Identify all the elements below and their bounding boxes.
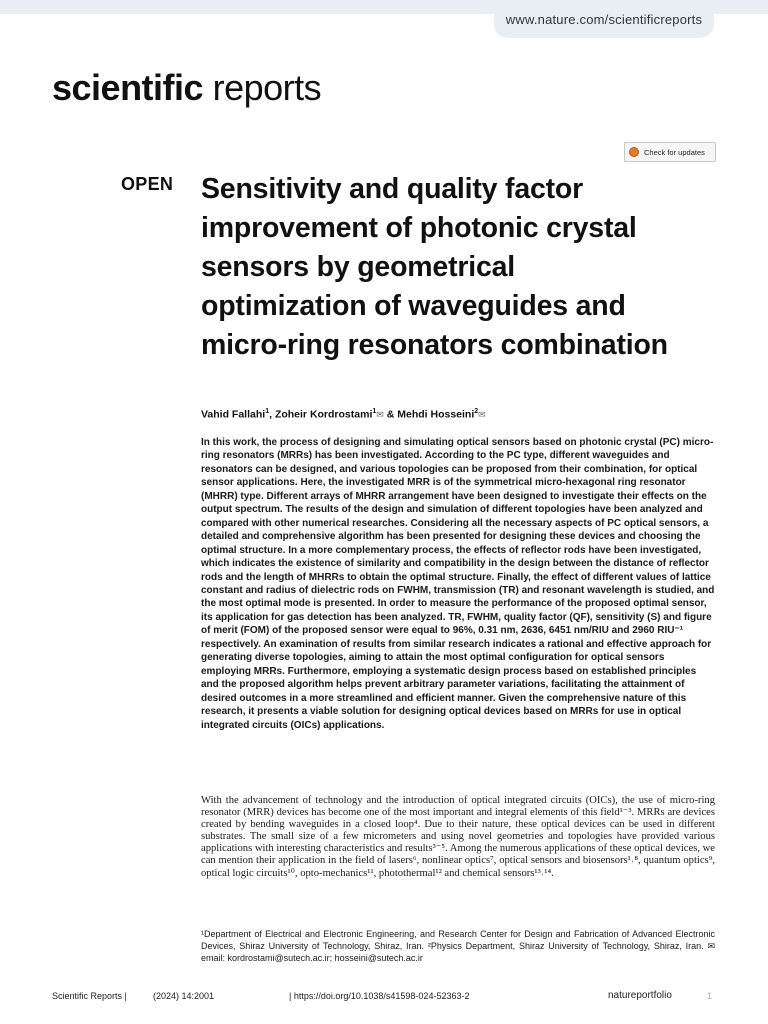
- journal-logo: [52, 66, 321, 110]
- author-3[interactable]: Mehdi Hosseini: [397, 408, 475, 421]
- page-footer: [52, 991, 714, 1005]
- check-for-updates-button[interactable]: [624, 142, 716, 162]
- journal-name-bold: scientific: [52, 67, 204, 108]
- envelope-icon[interactable]: ✉: [376, 409, 384, 420]
- journal-url[interactable]: [494, 0, 714, 38]
- page-number: 1: [707, 991, 713, 1001]
- journal-name-light: reports: [212, 67, 322, 108]
- introduction-paragraph: With the advancement of technology and the introduction of optical integrated circuits (OICs), the use of micro-ring resonator (MRR) devices has become one of the most important and integral elements of this field¹⁻³. MRRs are devices created by bending waveguides in a closed loop⁴. Due to their nature, these optical devices can be used in different substrates. The small size of a few micrometers and using novel geometries and topologies have provided various applications with interesting characteristics and results³⁻⁵. Among the numerous applications of these optical devices, we can mention their application in the field of lasers⁶, nonlinear optics⁷, optical sensors and biosensors¹˒⁸, quantum optics⁹, optical logic circuits¹⁰, opto-mechanics¹¹, photothermal¹² and chemical sensors¹³˒¹⁴.: [201, 795, 715, 879]
- abstract: In this work, the process of designing and simulating optical sensors based on photonic crystal (PC) micro-ring resonators (MRRs) has been investigated. According to the PC type, different waveguides and resonators can be designed, and various topologies can be proposed from their combination, for optical sensor applications. Here, the investigated MRR is of the symmetrical micro-hexagonal ring resonator (MHRR) type. Different arrays of MHRR arrangement have been designed to investigate their effects on the output spectrum. The results of the design and simulation of different topologies have been analyzed and compared with other numerical researches. Considering all the necessary aspects of PC optical sensors, a detailed and comprehensive algorithm has been presented for designing these devices and choosing the optimal structure. In a more complementary process, the effects of reflector rods have been investigated, which indicates the existence of similarity and compatibility in the design between the distance of reflector rods and the length of MHRRs to obtain the optimal structure. Finally, the effect of different values of lattice constant and radius of dielectric rods on FWHM, transmission (TR) and resonant wavelength is studied, and the most optimal mode is presented. In order to measure the performance of the proposed optimal sensor, its application for gas detection has been analyzed. TR, FWHM, quality factor (QF), sensitivity (S) and figure of merit (FOM) of the proposed sensor were equal to 96%, 0.31 nm, 2636, 6451 nm/RIU and 2960 RIU⁻¹ respectively. An examination of results from similar research indicates a rational and effective approach for generating diverse topologies, aiming to attain the most optimal configuration for optical sensors employing MRRs. Furthermore, employing a systematic design process based on established principles and the proposed algorithm helps prevent arbitrary parameter variations, facilitating the attainment of desired outcomes in a more streamlined and efficient manner. Given the comprehensive nature of this research, it presents a viable solution for designing optical devices based on MRRs for use in optical integrated circuits (OICs) applications.: [201, 437, 715, 731]
- affiliations: ¹Department of Electrical and Electronic Engineering, and Research Center for Design and Fabrication of Advanced Electronic Devices, Shiraz University of Technology, Shiraz, Iran. ²Physics Department, Shiraz University of Technology, Shiraz, Iran. ✉email: kordrostami@sutech.ac.ir; hosseini@sutech.ac.ir: [201, 929, 715, 964]
- check-for-updates-label: Check for updates: [644, 147, 705, 157]
- open-access-label: OPEN: [121, 174, 174, 194]
- author-separator-and: &: [383, 408, 398, 421]
- author-list: [201, 408, 486, 421]
- article-title: Sensitivity and quality factor improvement of photonic crystal sensors by geometrical optimization of waveguides and micro-ring resonators combination: [201, 173, 668, 361]
- footer-journal: Scientific Reports |: [52, 991, 127, 1001]
- author-1[interactable]: Vahid Fallahi: [201, 408, 266, 421]
- author-1-affiliation: 1: [265, 408, 270, 415]
- author-separator: ,: [269, 408, 275, 421]
- author-2[interactable]: Zoheir Kordrostami: [274, 408, 373, 421]
- journal-url-text: www.nature.com/scientificreports: [505, 11, 703, 27]
- footer-doi[interactable]: | https://doi.org/10.1038/s41598-024-52363-2: [289, 991, 470, 1001]
- author-3-affiliation: 2: [474, 408, 479, 415]
- publisher-logo: natureportfolio: [608, 990, 672, 1001]
- envelope-icon[interactable]: ✉: [478, 409, 486, 420]
- footer-volume: (2024) 14:2001: [153, 991, 215, 1001]
- author-2-affiliation: 1: [372, 408, 377, 415]
- crossmark-icon: [629, 147, 639, 157]
